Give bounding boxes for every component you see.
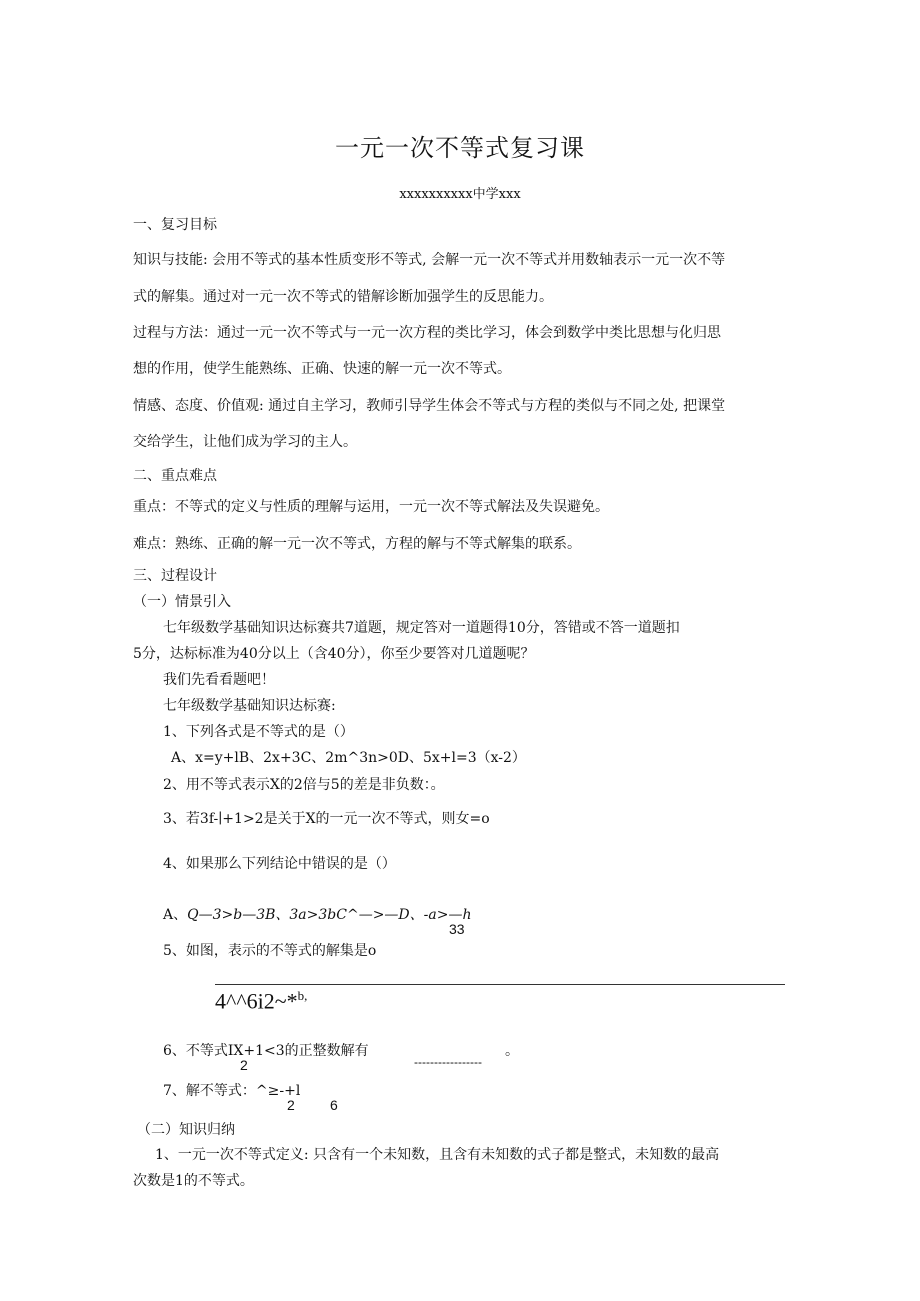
question-6-end: 。 — [505, 1043, 519, 1059]
definition-line1: 1、一元一次不等式定义: 只含有一个未知数，且含有未知数的式子都是整式，未知数的最高 — [155, 1147, 720, 1163]
question-3: 3、若3f-∣+1>2是关于X的一元一次不等式，则女=o — [163, 811, 490, 827]
section-heading-keypoints: 二、重点难点 — [133, 468, 217, 484]
section-heading-objectives: 一、复习目标 — [133, 217, 217, 233]
question-7: 7、解不等式：^≥-+l — [163, 1083, 301, 1099]
objective-knowledge-line2: 式的解集。通过对一元一次不等式的错解诊断加强学生的反思能力。 — [133, 289, 553, 305]
intro-lookfirst: 我们先看看题吧！ — [163, 672, 275, 688]
key-point: 重点：不等式的定义与性质的理解与运用，一元一次不等式解法及失误避免。 — [133, 499, 609, 515]
contest-heading: 七年级数学基础知识达标赛: — [163, 698, 336, 714]
number-line-sup: b, — [297, 988, 308, 1003]
question-5: 5、如图，表示的不等式的解集是o — [163, 943, 377, 959]
definition-line2: 次数是1的不等式。 — [133, 1173, 254, 1189]
subsection-knowledge: （二）知识归纳 — [137, 1122, 235, 1138]
question-4-options-text: Q—3>b—3B、3a>3bC^—>—D、-a>—h — [187, 907, 472, 923]
objective-process-line2: 想的作用，使学生能熟练、正确、快速的解一元一次不等式。 — [133, 361, 511, 377]
subsection-intro: （一）情景引入 — [133, 594, 231, 610]
question-6: 6、不等式IX+1<3的正整数解有 — [163, 1043, 369, 1059]
question-6-blank: ----------------- — [414, 1055, 482, 1069]
question-7-denominator-2: 6 — [330, 1097, 338, 1113]
page-title: 一元一次不等式复习课 — [335, 134, 585, 162]
question-4-subscript: 33 — [449, 921, 465, 937]
objective-emotion-line2: 交给学生，让他们成为学习的主人。 — [133, 434, 357, 450]
question-4-options — [163, 904, 471, 924]
author-line: xxxxxxxxxx中学xxx — [399, 187, 521, 202]
intro-line2: 5分，达标标准为40分以上（含40分），你至少要答对几道题呢？ — [133, 646, 535, 662]
number-line-rule — [215, 984, 785, 985]
question-6-subscript: 2 — [240, 1057, 248, 1073]
question-1: 1、下列各式是不等式的是（） — [163, 724, 354, 740]
objective-knowledge-line1: 知识与技能: 会用不等式的基本性质变形不等式, 会解一元一次不等式并用数轴表示一元一次不等 — [133, 252, 726, 268]
number-line-text: 4^^6i2~* — [215, 988, 298, 1014]
number-line-label — [215, 988, 307, 1014]
question-4: 4、如果那么下列结论中错误的是（） — [163, 856, 396, 872]
intro-line1: 七年级数学基础知识达标赛共7道题，规定答对一道题得10分，答错或不答一道题扣 — [163, 620, 680, 636]
objective-process-line1: 过程与方法：通过一元一次不等式与一元一次方程的类比学习，体会到数学中类比思想与化归思 — [133, 325, 721, 341]
objective-emotion-line1: 情感、态度、价值观: 通过自主学习，教师引导学生体会不等式与方程的类似与不同之处, 把课堂 — [133, 398, 726, 414]
difficult-point: 难点：熟练、正确的解一元一次不等式，方程的解与不等式解集的联系。 — [133, 536, 581, 552]
question-2: 2、用不等式表示X的2倍与5的差是非负数：。 — [163, 777, 445, 793]
question-7-denominator-1: 2 — [287, 1097, 295, 1113]
question-1-options: A、x=y+lB、2x+3C、2m^3n>0D、5x+l=3（x-2） — [171, 750, 526, 766]
question-4-prefix: A、 — [163, 907, 188, 923]
section-heading-process: 三、过程设计 — [133, 568, 217, 584]
